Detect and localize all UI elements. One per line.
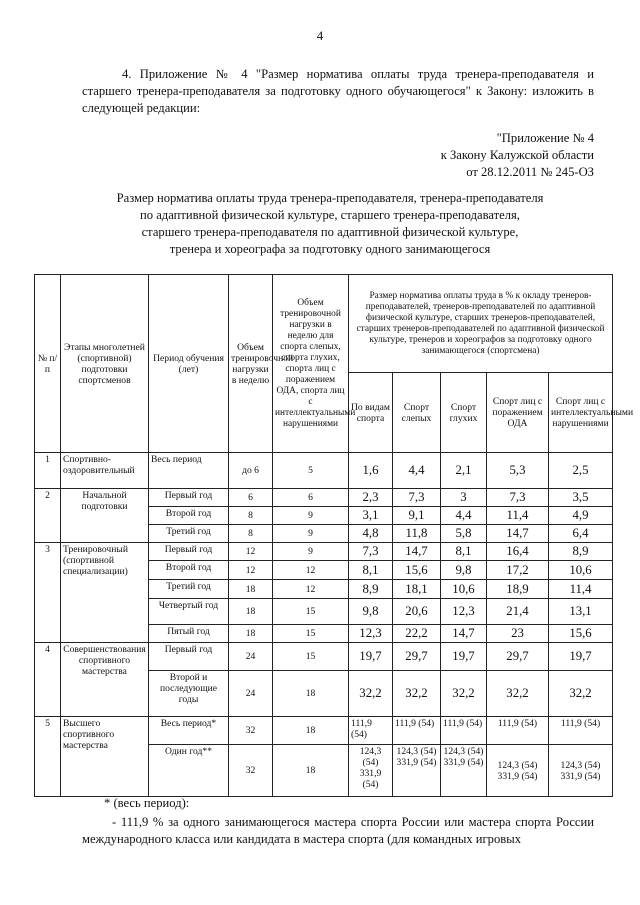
value-cell: 22,2 bbox=[393, 625, 441, 643]
appendix-reference bbox=[441, 130, 594, 181]
value-cell: 6,4 bbox=[549, 525, 613, 543]
table-row bbox=[35, 453, 613, 489]
row-volume: 8 bbox=[229, 507, 273, 525]
value-line: 124,3 (54) bbox=[359, 746, 382, 768]
row-period: Третий год bbox=[149, 580, 229, 599]
header-blind: Спорт слепых bbox=[393, 373, 441, 453]
footnote-text: - 111,9 % за одного занимающегося мастера спорта России или мастера спорта России международного класса или кандидата в мастера спорта (для командных игровых bbox=[82, 815, 594, 846]
row-stage: Начальной подготовки bbox=[61, 489, 149, 543]
row-volume: 32 bbox=[229, 745, 273, 797]
row-period: Пятый год bbox=[149, 625, 229, 643]
value-cell: 13,1 bbox=[549, 599, 613, 625]
value-line: 331,9 (54) bbox=[359, 768, 382, 790]
row-volume: 18 bbox=[229, 580, 273, 599]
value-cell: 29,7 bbox=[393, 643, 441, 671]
value-cell: 2,1 bbox=[441, 453, 487, 489]
header-intellect: Спорт лиц с интеллектуальными нарушениями bbox=[549, 373, 613, 453]
footnote-heading: * (весь период): bbox=[104, 796, 190, 810]
value-cell: 7,3 bbox=[487, 489, 549, 507]
row-volume: 18 bbox=[229, 625, 273, 643]
value-cell: 4,8 bbox=[349, 525, 393, 543]
value-cell: 2,3 bbox=[349, 489, 393, 507]
row-num: 2 bbox=[35, 489, 61, 543]
row-volume: 12 bbox=[229, 543, 273, 561]
table-row bbox=[35, 643, 613, 671]
row-num: 4 bbox=[35, 643, 61, 717]
header-period: Период обучения (лет) bbox=[149, 275, 229, 453]
row-volume-special: 12 bbox=[273, 561, 349, 580]
row-volume: 6 bbox=[229, 489, 273, 507]
value-line: 124,3 (54) bbox=[443, 746, 484, 757]
title-line-1: Размер норматива оплаты труда тренера-преподавателя, тренера-преподавателя bbox=[116, 191, 544, 205]
value-cell: 14,7 bbox=[487, 525, 549, 543]
row-stage: Высшего спортивного мастерства bbox=[61, 717, 149, 797]
value-cell: 9,8 bbox=[349, 599, 393, 625]
value-cell: 15,6 bbox=[549, 625, 613, 643]
value-cell: 16,4 bbox=[487, 543, 549, 561]
row-volume: 12 bbox=[229, 561, 273, 580]
row-period: Третий год bbox=[149, 525, 229, 543]
row-volume-special: 5 bbox=[273, 453, 349, 489]
value-cell: 111,9 (54) bbox=[393, 717, 441, 745]
title-line-2: по адаптивной физической культуре, старшего тренера-преподавателя, bbox=[140, 208, 520, 222]
value-cell: 19,7 bbox=[349, 643, 393, 671]
value-cell: 29,7 bbox=[487, 643, 549, 671]
table-row bbox=[35, 489, 613, 507]
norms-table bbox=[34, 274, 634, 797]
value-cell: 111,9 (54) bbox=[487, 717, 549, 745]
value-cell: 7,3 bbox=[349, 543, 393, 561]
title-line-3: старшего тренера-преподавателя по адаптивной физической культуре, bbox=[141, 225, 519, 239]
value-cell: 8,9 bbox=[549, 543, 613, 561]
value-cell: 8,1 bbox=[441, 543, 487, 561]
value-cell: 3,5 bbox=[549, 489, 613, 507]
row-volume-special: 9 bbox=[273, 507, 349, 525]
value-cell: 111,9 (54) bbox=[349, 717, 393, 745]
value-cell: 32,2 bbox=[549, 671, 613, 717]
value-line: 124,3 (54) bbox=[396, 746, 437, 757]
value-cell: 12,3 bbox=[349, 625, 393, 643]
row-volume-special: 9 bbox=[273, 525, 349, 543]
row-volume-special: 18 bbox=[273, 671, 349, 717]
value-line: 331,9 (54) bbox=[497, 770, 538, 782]
value-line: 124,3 (54) bbox=[560, 759, 601, 771]
value-cell: 11,8 bbox=[393, 525, 441, 543]
row-period: Четвертый год bbox=[149, 599, 229, 625]
table-row bbox=[35, 717, 613, 745]
value-cell: 18,1 bbox=[393, 580, 441, 599]
page-number: 4 bbox=[316, 28, 324, 43]
value-cell bbox=[487, 745, 549, 797]
value-line: 331,9 (54) bbox=[560, 770, 601, 782]
row-stage: Совершенствования спортивного мастерства bbox=[61, 643, 149, 717]
value-cell: 10,6 bbox=[441, 580, 487, 599]
row-num: 5 bbox=[35, 717, 61, 797]
title-line-4: тренера и хореографа за подготовку одного занимающегося bbox=[169, 242, 491, 256]
row-period: Весь период* bbox=[149, 717, 229, 745]
appendix-line-1: "Приложение № 4 bbox=[496, 131, 594, 145]
value-cell bbox=[441, 745, 487, 797]
row-volume: 8 bbox=[229, 525, 273, 543]
value-cell: 32,2 bbox=[393, 671, 441, 717]
row-period: Второй и последующие годы bbox=[149, 671, 229, 717]
value-cell: 2,5 bbox=[549, 453, 613, 489]
value-cell: 111,9 (54) bbox=[441, 717, 487, 745]
header-oda: Спорт лиц с поражением ОДА bbox=[487, 373, 549, 453]
header-volume: Объем тренировочной нагрузки в неделю bbox=[229, 275, 273, 453]
value-cell bbox=[349, 745, 393, 797]
value-cell: 9,8 bbox=[441, 561, 487, 580]
row-period: Один год** bbox=[149, 745, 229, 797]
value-cell: 111,9 (54) bbox=[549, 717, 613, 745]
value-cell: 8,1 bbox=[349, 561, 393, 580]
value-cell: 9,1 bbox=[393, 507, 441, 525]
row-volume-special: 12 bbox=[273, 580, 349, 599]
value-cell: 10,6 bbox=[549, 561, 613, 580]
appendix-line-2: к Закону Калужской области bbox=[440, 148, 594, 162]
row-volume-special: 18 bbox=[273, 745, 349, 797]
document-title bbox=[60, 190, 600, 258]
row-volume-special: 9 bbox=[273, 543, 349, 561]
header-deaf: Спорт глухих bbox=[441, 373, 487, 453]
value-cell: 32,2 bbox=[487, 671, 549, 717]
value-cell: 12,3 bbox=[441, 599, 487, 625]
value-cell: 5,3 bbox=[487, 453, 549, 489]
value-line: 124,3 (54) bbox=[497, 759, 538, 771]
value-cell bbox=[549, 745, 613, 797]
table-row bbox=[35, 543, 613, 561]
amendment-paragraph: 4. Приложение № 4 "Размер норматива оплаты труда тренера-преподавателя и старшего тренера-преподавателя за подготовку одного обучающегося" к Закону: изложить в следующей редакции: bbox=[82, 67, 594, 115]
row-period: Первый год bbox=[149, 643, 229, 671]
row-volume: 24 bbox=[229, 671, 273, 717]
value-cell: 19,7 bbox=[441, 643, 487, 671]
value-cell: 4,9 bbox=[549, 507, 613, 525]
value-cell: 15,6 bbox=[393, 561, 441, 580]
header-stages: Этапы многолетней (спортивной) подготовки спортсменов bbox=[61, 275, 149, 453]
header-volume-special: Объем тренировочной нагрузки в неделю для спорта слепых, спорта глухих, спорта лиц с поражением ОДА, спорта лиц с интеллектуальными нарушениями bbox=[273, 275, 349, 453]
row-volume: до 6 bbox=[229, 453, 273, 489]
row-period: Первый год bbox=[149, 543, 229, 561]
value-cell: 7,3 bbox=[393, 489, 441, 507]
row-volume-special: 15 bbox=[273, 599, 349, 625]
value-line: 331,9 (54) bbox=[396, 757, 437, 768]
value-cell: 3 bbox=[441, 489, 487, 507]
value-cell: 4,4 bbox=[441, 507, 487, 525]
value-cell: 8,9 bbox=[349, 580, 393, 599]
row-volume: 24 bbox=[229, 643, 273, 671]
row-period: Второй год bbox=[149, 507, 229, 525]
row-num: 3 bbox=[35, 543, 61, 643]
value-cell: 4,4 bbox=[393, 453, 441, 489]
row-volume: 32 bbox=[229, 717, 273, 745]
row-volume-special: 15 bbox=[273, 643, 349, 671]
row-num: 1 bbox=[35, 453, 61, 489]
value-cell bbox=[393, 745, 441, 797]
value-cell: 32,2 bbox=[441, 671, 487, 717]
row-period: Второй год bbox=[149, 561, 229, 580]
header-num: № п/ п bbox=[35, 275, 61, 453]
value-cell: 17,2 bbox=[487, 561, 549, 580]
value-cell: 20,6 bbox=[393, 599, 441, 625]
row-volume: 18 bbox=[229, 599, 273, 625]
value-cell: 1,6 bbox=[349, 453, 393, 489]
value-cell: 18,9 bbox=[487, 580, 549, 599]
value-cell: 14,7 bbox=[441, 625, 487, 643]
value-cell: 32,2 bbox=[349, 671, 393, 717]
value-cell: 19,7 bbox=[549, 643, 613, 671]
row-volume-special: 18 bbox=[273, 717, 349, 745]
value-cell: 23 bbox=[487, 625, 549, 643]
value-cell: 21,4 bbox=[487, 599, 549, 625]
value-cell: 5,8 bbox=[441, 525, 487, 543]
value-cell: 3,1 bbox=[349, 507, 393, 525]
row-stage: Спортивно-оздоровительный bbox=[61, 453, 149, 489]
row-volume-special: 15 bbox=[273, 625, 349, 643]
value-cell: 11,4 bbox=[487, 507, 549, 525]
row-volume-special: 6 bbox=[273, 489, 349, 507]
row-stage: Тренировочный (спортивной специализации) bbox=[61, 543, 149, 643]
value-cell: 14,7 bbox=[393, 543, 441, 561]
appendix-line-3: от 28.12.2011 № 245-ОЗ bbox=[466, 165, 594, 179]
value-cell: 11,4 bbox=[549, 580, 613, 599]
header-by-sport: По видам спорта bbox=[349, 373, 393, 453]
row-period: Весь период bbox=[149, 453, 229, 489]
header-size: Размер норматива оплаты труда в % к окладу тренеров-преподавателей, тренеров-преподавателей по адаптивной физической культуре, старших тренеров-преподавателей, старших тренеров-преподавателей по адаптивной физической культуре, тренеров и хореографов за подготовку одного занимающегося (спортсмена) bbox=[349, 275, 613, 373]
value-line: 331,9 (54) bbox=[443, 757, 484, 768]
row-period: Первый год bbox=[149, 489, 229, 507]
